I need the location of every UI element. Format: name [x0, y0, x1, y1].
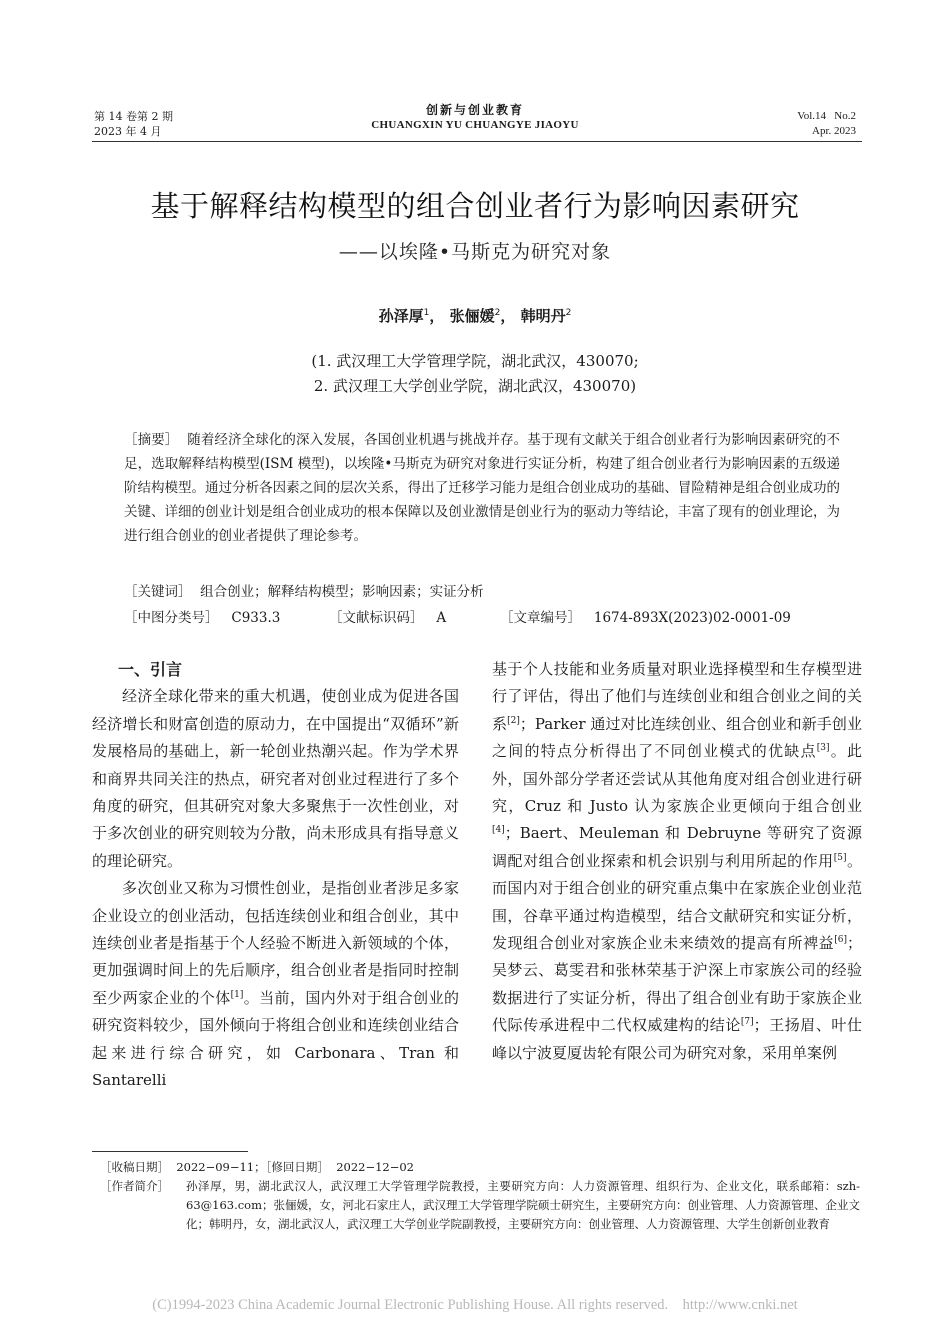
paragraph — [92, 683, 459, 875]
paragraph-text: 基于个人技能和业务质量对职业选择模型和生存模型进行了评估，得出了他们与连续创业和组合创业之间的关系 — [492, 660, 862, 733]
footnote-rule — [92, 1151, 248, 1152]
citation-mark: [1] — [230, 989, 244, 1000]
received-dates: ［收稿日期］ 2022−09−11；［修回日期］ 2022−12−02 — [100, 1160, 414, 1174]
citation-mark: [2] — [507, 715, 520, 726]
author-list — [60, 302, 890, 327]
issue-info — [94, 109, 173, 139]
paragraph-text: 。而国内对于组合创业的研究重点集中在家族企业创业范围，谷韋平通过构造模型，结合文献研究和实证分析，发现组合创业对家族企业未来绩效的提高有所裨益 — [492, 851, 862, 953]
revised-label: ［修回日期］ — [265, 1160, 329, 1174]
doc-code-label: ［文献标识码］ — [329, 610, 424, 626]
author-name: 张俪媛 — [449, 307, 495, 325]
article-number-label: ［文章编号］ — [500, 610, 581, 626]
section-heading: 一、引言 — [118, 660, 183, 679]
volume-issue: 第 14 卷第 2 期 — [94, 110, 173, 123]
body-column-left — [92, 656, 459, 1095]
article-number — [500, 606, 791, 630]
paragraph-text: 多次创业又称为习惯性创业，是指创业者涉足多家企业设立的创业活动，包括连续创业和组合创业，其中连续创业者是指基于个人经验不断进入新领域的个体，更加强调时间上的先后顺序，组合创业者是指同时控制至少两家企业的个体 — [92, 879, 459, 1007]
paragraph — [92, 875, 459, 1094]
author-separator: ， — [429, 307, 445, 325]
clc-number — [124, 606, 280, 630]
citation-mark: [4] — [492, 825, 505, 836]
author-bio — [100, 1177, 860, 1234]
affiliation-1: (1. 武汉理工大学管理学院，湖北武汉，430070; — [311, 352, 639, 370]
keywords-label: ［关键词］ — [124, 584, 192, 600]
paragraph-text: 。当前，国内外对于组合创业的研究资料较少，国外倾向于将组合创业和连续创业结合起来进行综合研究，如 Carbonara、Tran 和 Santarelli — [92, 988, 459, 1090]
header-rule — [92, 141, 862, 142]
paragraph-text: ；王扬眉、叶仕峰以宁波夏厦齿轮有限公司为研究对象，采用单案例 — [492, 1016, 862, 1062]
paragraph — [492, 656, 862, 1067]
issue-date: 2023 年 4 月 — [94, 125, 162, 138]
document-code — [329, 606, 446, 630]
keywords-text: 组合创业；解释结构模型；影响因素；实证分析 — [200, 584, 484, 600]
citation-mark: [7] — [740, 1017, 754, 1028]
author-bio-label: ［作者简介］ — [100, 1179, 169, 1193]
cnki-copyright-watermark: (C)1994-2023 China Academic Journal Electronic Publishing House. All rights reserved. http://www.cnki.net — [152, 1297, 798, 1313]
keywords — [124, 580, 484, 604]
citation-mark: [6] — [834, 935, 847, 946]
author-affiliation-mark: 1 — [423, 308, 430, 318]
citation-mark: [5] — [833, 852, 847, 863]
abstract-label: ［摘要］ — [124, 432, 179, 448]
revised-value: 2022−12−02 — [336, 1160, 414, 1174]
received-value: 2022−09−11 — [176, 1160, 255, 1174]
volume-issue-en: Vol.14 No.2 — [797, 110, 856, 122]
author-bio-text: 孙泽厚，男，湖北武汉人，武汉理工大学管理学院教授，主要研究方向：人力资源管理、组织行为、企业文化，联系邮箱：szh-63@163.com；张俪媛，女，河北石家庄人，武汉理工大学管理学院硕士研究生，主要研究方向：创业管理、人力资源管理、企业文化；韩明丹，女，湖北武汉人，武汉理工大学创业学院副教授，主要研究方向：创业管理、人力资源管理、大学生创新创业教育 — [186, 1179, 861, 1231]
abstract-text: 随着经济全球化的深入发展，各国创业机遇与挑战并存。基于现有文献关于组合创业者行为影响因素研究的不足，选取解释结构模型(ISM 模型)，以埃隆•马斯克为研究对象进行实证分析，构建了组合创业者行为影响因素的五级递阶结构模型。通过分析各因素之间的层次关系，得出了迁移学习能力是组合创业成功的基础、冒险精神是组合创业成功的关键、详细的创业计划是组合创业成功的根本保障以及创业激情是创业行为的驱动力等结论，丰富了现有的创业理论，为进行组合创业的创业者提供了理论参考。 — [124, 432, 841, 544]
body-column-right — [492, 656, 862, 1067]
issue-info-en — [797, 109, 856, 139]
received-label: ［收稿日期］ — [100, 1160, 169, 1174]
abstract — [124, 428, 840, 548]
author-name: 孙泽厚 — [378, 307, 424, 325]
journal-logo: 创新与创业教育 — [425, 103, 524, 117]
journal-english-name: CHUANGXIN YU CHUANGYE JIAOYU — [371, 119, 579, 131]
doc-code-value: A — [436, 610, 447, 626]
paragraph-text: ；吴梦云、葛雯君和张林荣基于沪深上市家族公司的经验数据进行了实证分析，得出了组合创业有助于家族企业代际传承进程中二代权威建构的结论 — [492, 934, 862, 1035]
article-number-value: 1674-893X(2023)02-0001-09 — [593, 610, 791, 626]
paper-title: 基于解释结构模型的组合创业者行为影响因素研究 — [150, 189, 800, 223]
paragraph-text: ；Baert、Meuleman 和 Debruyne 等研究了资源调配对组合创业探索和机会识别与利用所起的作用 — [492, 824, 862, 870]
journal-masthead — [300, 103, 650, 133]
affiliation-2: 2. 武汉理工大学创业学院，湖北武汉，430070) — [313, 377, 637, 395]
issue-date-en: Apr. 2023 — [812, 125, 856, 137]
author-affiliation-mark: 2 — [565, 308, 572, 318]
author-separator: ， — [500, 307, 516, 325]
citation-mark: [3] — [816, 743, 830, 754]
paper-subtitle: ——以埃隆•马斯克为研究对象 — [338, 241, 612, 263]
clc-label: ［中图分类号］ — [124, 610, 219, 626]
author-name: 韩明丹 — [520, 307, 566, 325]
author-affiliation-mark: 2 — [494, 308, 501, 318]
paragraph-text: 。此外，国外部分学者还尝试从其他角度对组合创业进行研究，Cruz 和 Justo 认为家族企业更倾向于组合创业 — [492, 742, 862, 816]
clc-value: C933.3 — [231, 610, 281, 626]
paragraph-text: 经济全球化带来的重大机遇，使创业成为促进各国经济增长和财富创造的原动力，在中国提出“双循环”新发展格局的基础上，新一轮创业热潮兴起。作为学术界和商界共同关注的热点，研究者对创业过程进行了多个角度的研究，但其研究对象大多聚焦于一次性创业，对于多次创业的研究则较为分散，尚未形成具有指导意义的理论研究。 — [92, 687, 459, 870]
paragraph-text: ；Parker 通过对比连续创业、组合创业和新手创业之间的特点分析得出了不同创业模式的优缺点 — [492, 714, 862, 761]
